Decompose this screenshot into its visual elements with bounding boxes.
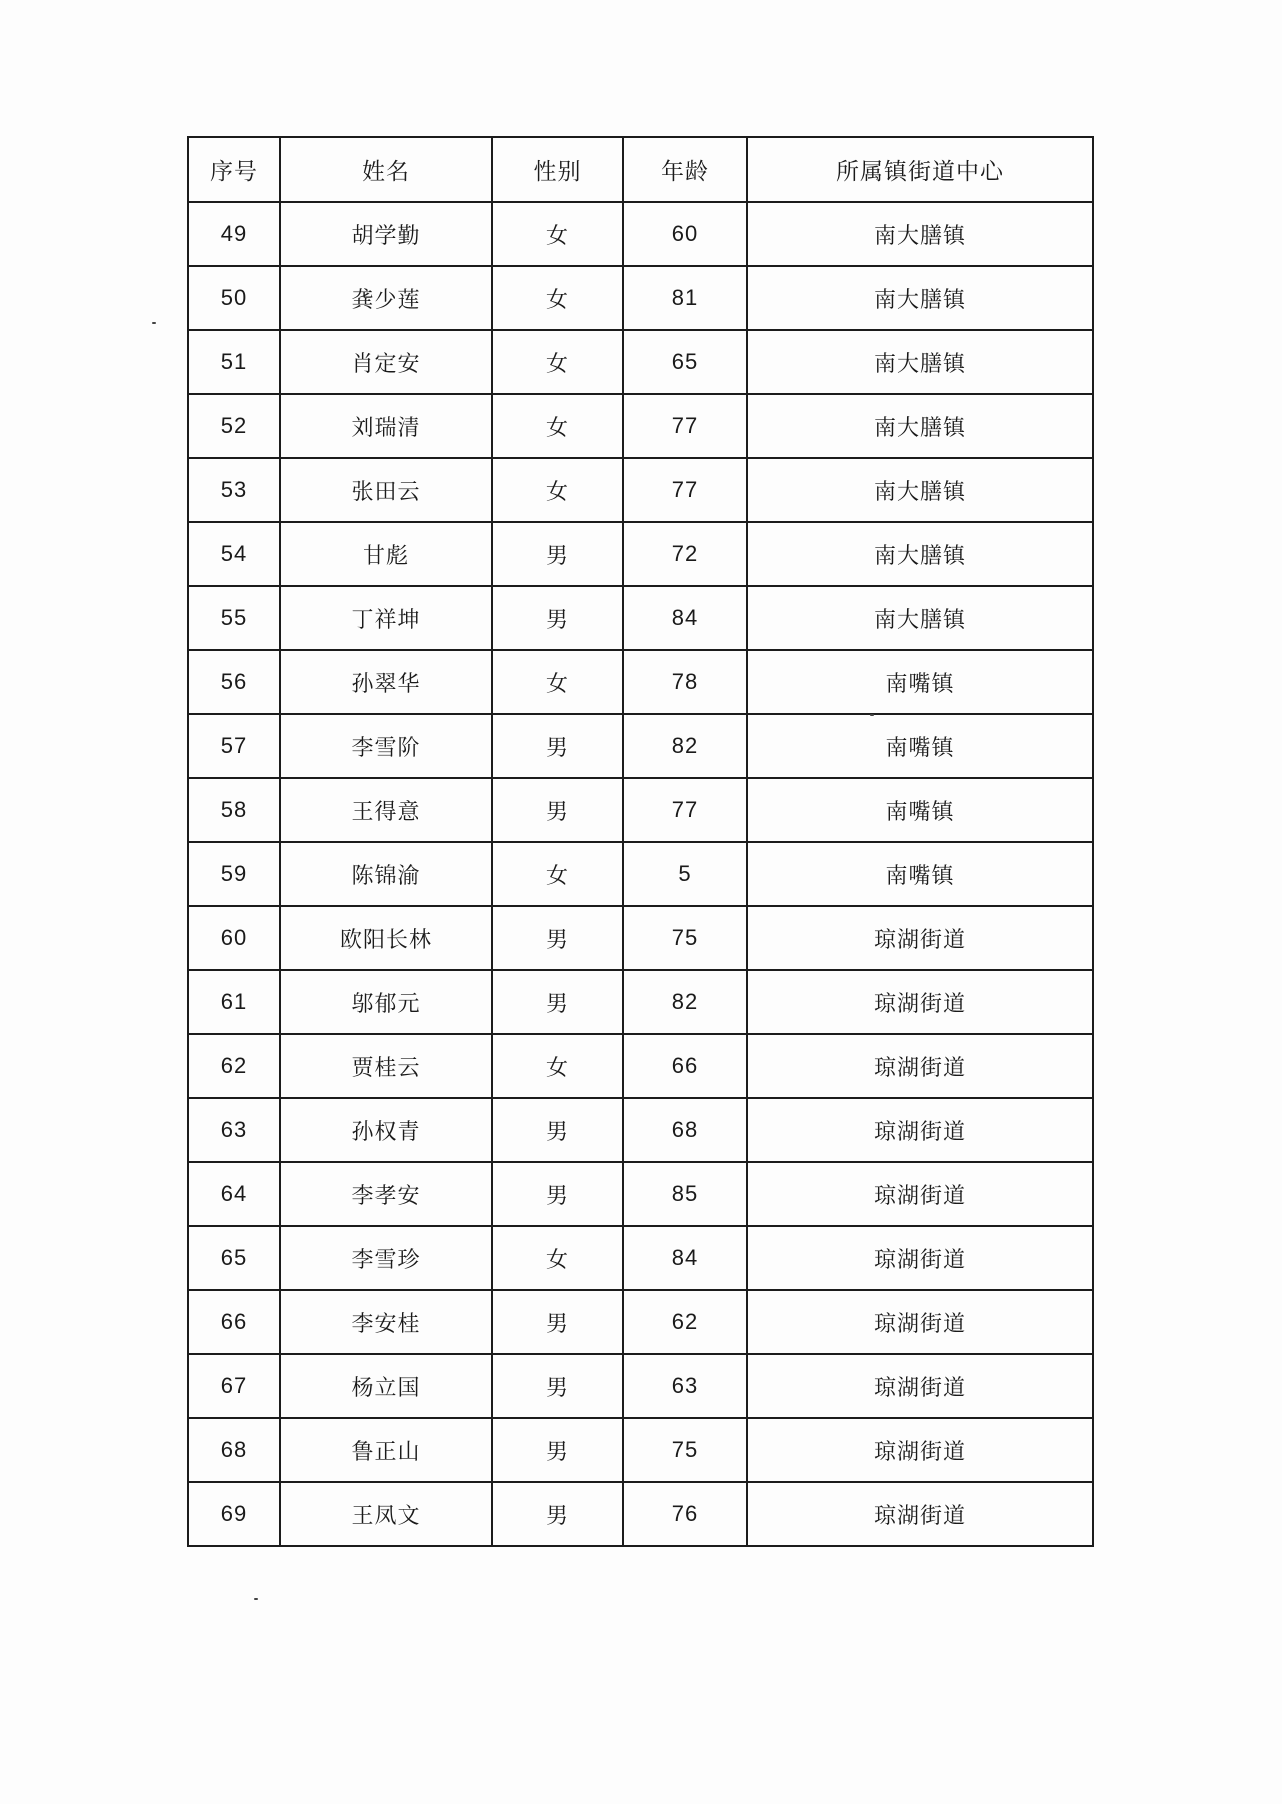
cell-gender: 女 [492, 330, 623, 394]
cell-name: 陈锦渝 [280, 842, 492, 906]
cell-gender: 男 [492, 906, 623, 970]
header-gender: 性别 [492, 137, 623, 202]
cell-area: 南大膳镇 [747, 458, 1093, 522]
cell-name: 张田云 [280, 458, 492, 522]
table-row [188, 202, 1093, 266]
cell-area: 琼湖街道 [747, 1162, 1093, 1226]
cell-name: 王得意 [280, 778, 492, 842]
cell-seq: 64 [188, 1162, 280, 1226]
cell-area: 琼湖街道 [747, 970, 1093, 1034]
cell-age: 5 [623, 842, 747, 906]
cell-seq: 50 [188, 266, 280, 330]
cell-area: 南大膳镇 [747, 394, 1093, 458]
cell-age: 75 [623, 1418, 747, 1482]
cell-name: 邬郁元 [280, 970, 492, 1034]
table-row [188, 266, 1093, 330]
cell-seq: 66 [188, 1290, 280, 1354]
table-row [188, 1098, 1093, 1162]
roster-table [187, 136, 1094, 1547]
cell-area: 南大膳镇 [747, 202, 1093, 266]
cell-name: 孙权青 [280, 1098, 492, 1162]
cell-area: 琼湖街道 [747, 1290, 1093, 1354]
cell-age: 85 [623, 1162, 747, 1226]
cell-age: 84 [623, 586, 747, 650]
cell-seq: 60 [188, 906, 280, 970]
cell-seq: 49 [188, 202, 280, 266]
cell-seq: 59 [188, 842, 280, 906]
cell-gender: 男 [492, 586, 623, 650]
cell-name: 肖定安 [280, 330, 492, 394]
cell-age: 66 [623, 1034, 747, 1098]
cell-gender: 女 [492, 394, 623, 458]
cell-gender: 男 [492, 1418, 623, 1482]
cell-age: 78 [623, 650, 747, 714]
cell-gender: 女 [492, 1034, 623, 1098]
cell-name: 李雪珍 [280, 1226, 492, 1290]
cell-area: 琼湖街道 [747, 1482, 1093, 1546]
header-area: 所属镇街道中心 [747, 137, 1093, 202]
cell-name: 丁祥坤 [280, 586, 492, 650]
cell-name: 李孝安 [280, 1162, 492, 1226]
cell-seq: 53 [188, 458, 280, 522]
cell-gender: 男 [492, 1354, 623, 1418]
table-row [188, 1162, 1093, 1226]
cell-area: 南大膳镇 [747, 586, 1093, 650]
table-row [188, 1226, 1093, 1290]
table-row [188, 650, 1093, 714]
table-row [188, 586, 1093, 650]
header-row [188, 137, 1093, 202]
cell-gender: 男 [492, 970, 623, 1034]
cell-area: 南嘴镇 [747, 842, 1093, 906]
cell-area: 琼湖街道 [747, 1098, 1093, 1162]
cell-age: 72 [623, 522, 747, 586]
cell-name: 李安桂 [280, 1290, 492, 1354]
cell-seq: 65 [188, 1226, 280, 1290]
cell-name: 龚少莲 [280, 266, 492, 330]
cell-age: 84 [623, 1226, 747, 1290]
cell-age: 77 [623, 458, 747, 522]
cell-gender: 女 [492, 650, 623, 714]
cell-area: 南大膳镇 [747, 522, 1093, 586]
cell-area: 琼湖街道 [747, 1354, 1093, 1418]
cell-seq: 56 [188, 650, 280, 714]
cell-seq: 69 [188, 1482, 280, 1546]
table-row [188, 1482, 1093, 1546]
cell-name: 胡学勤 [280, 202, 492, 266]
cell-age: 77 [623, 778, 747, 842]
cell-name: 鲁正山 [280, 1418, 492, 1482]
table-row [188, 458, 1093, 522]
table-row [188, 714, 1093, 778]
header-name: 姓名 [280, 137, 492, 202]
cell-seq: 52 [188, 394, 280, 458]
table-row [188, 1034, 1093, 1098]
cell-area: 南嘴镇 [747, 778, 1093, 842]
table-row [188, 394, 1093, 458]
table-row [188, 778, 1093, 842]
cell-gender: 男 [492, 522, 623, 586]
cell-gender: 男 [492, 1098, 623, 1162]
table-row [188, 970, 1093, 1034]
cell-name: 李雪阶 [280, 714, 492, 778]
cell-seq: 51 [188, 330, 280, 394]
cell-gender: 男 [492, 778, 623, 842]
table-body [188, 202, 1093, 1546]
cell-name: 杨立国 [280, 1354, 492, 1418]
cell-gender: 女 [492, 842, 623, 906]
cell-name: 甘彪 [280, 522, 492, 586]
cell-seq: 62 [188, 1034, 280, 1098]
cell-name: 刘瑞清 [280, 394, 492, 458]
cell-area: 琼湖街道 [747, 906, 1093, 970]
scan-speck [870, 714, 874, 716]
table-row [188, 1418, 1093, 1482]
cell-area: 琼湖街道 [747, 1226, 1093, 1290]
cell-gender: 男 [492, 714, 623, 778]
cell-seq: 68 [188, 1418, 280, 1482]
cell-seq: 54 [188, 522, 280, 586]
cell-seq: 55 [188, 586, 280, 650]
table-row [188, 1354, 1093, 1418]
cell-seq: 67 [188, 1354, 280, 1418]
cell-area: 南嘴镇 [747, 714, 1093, 778]
cell-area: 南大膳镇 [747, 266, 1093, 330]
cell-name: 王凤文 [280, 1482, 492, 1546]
cell-gender: 男 [492, 1162, 623, 1226]
header-age: 年龄 [623, 137, 747, 202]
cell-age: 77 [623, 394, 747, 458]
cell-age: 81 [623, 266, 747, 330]
cell-seq: 57 [188, 714, 280, 778]
table-row [188, 906, 1093, 970]
cell-area: 南嘴镇 [747, 650, 1093, 714]
cell-gender: 男 [492, 1290, 623, 1354]
table-row [188, 842, 1093, 906]
header-seq: 序号 [188, 137, 280, 202]
cell-area: 南大膳镇 [747, 330, 1093, 394]
cell-age: 62 [623, 1290, 747, 1354]
scan-speck [152, 322, 156, 324]
cell-name: 欧阳长林 [280, 906, 492, 970]
cell-age: 76 [623, 1482, 747, 1546]
cell-age: 65 [623, 330, 747, 394]
cell-area: 琼湖街道 [747, 1034, 1093, 1098]
cell-gender: 女 [492, 458, 623, 522]
cell-age: 63 [623, 1354, 747, 1418]
cell-gender: 女 [492, 1226, 623, 1290]
cell-gender: 女 [492, 202, 623, 266]
cell-name: 孙翠华 [280, 650, 492, 714]
cell-age: 68 [623, 1098, 747, 1162]
cell-gender: 男 [492, 1482, 623, 1546]
table-row [188, 1290, 1093, 1354]
cell-age: 82 [623, 970, 747, 1034]
cell-age: 75 [623, 906, 747, 970]
cell-name: 贾桂云 [280, 1034, 492, 1098]
cell-area: 琼湖街道 [747, 1418, 1093, 1482]
cell-age: 82 [623, 714, 747, 778]
table-row [188, 330, 1093, 394]
cell-seq: 58 [188, 778, 280, 842]
cell-gender: 女 [492, 266, 623, 330]
cell-seq: 61 [188, 970, 280, 1034]
scan-speck [254, 1598, 258, 1600]
cell-age: 60 [623, 202, 747, 266]
cell-seq: 63 [188, 1098, 280, 1162]
table-row [188, 522, 1093, 586]
